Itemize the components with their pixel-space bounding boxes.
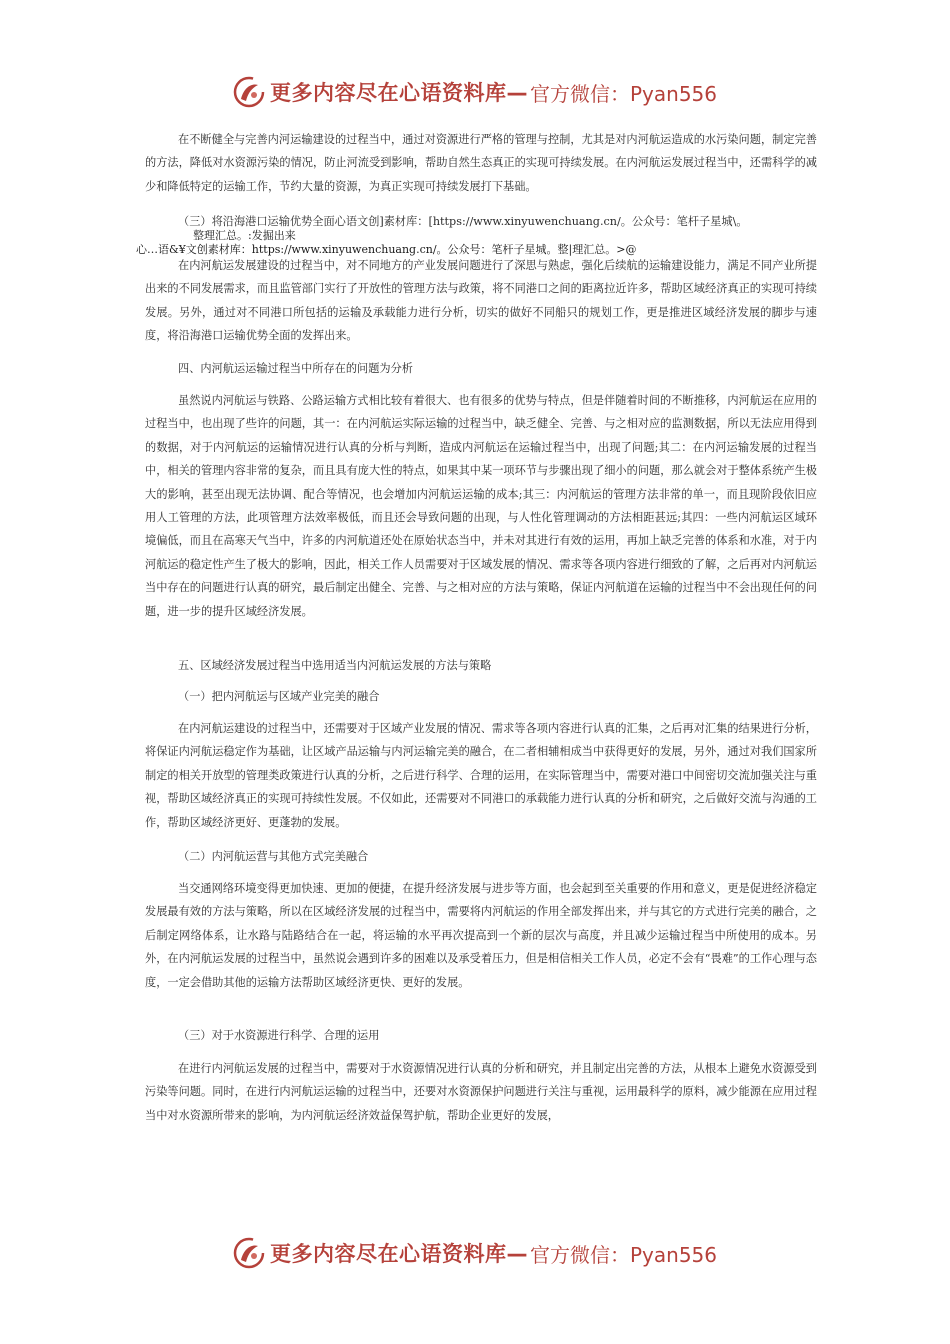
- paragraph-industry-development: 在内河航运发展建设的过程当中，对不同地方的产业发展问题进行了深思与熟虑，强化后续航的运输建设能力，满足不同产业所提出来的不同发展需求，而且监管部门实行了开放性的管理方法与政策，将不同港口之间的距离拉近许多，帮助区域经济真正的实现可持续发展。另外，通过对不同港口所包括的运输及承载能力进行分析，切实的做好不同船只的规划工作，更是推进区域经济发展的脚步与速度，将沿海港口运输优势全面的发挥出来。: [145, 259, 817, 343]
- heading-five-one: （一）把内河航运与区域产业完美的融合: [178, 690, 380, 703]
- paragraph-transport-integration: 当交通网络环境变得更加快速、更加的便捷，在提升经济发展与进步等方面，也会起到至关重要的作用和意义，更是促进经济稳定发展最有效的方法与策略，所以在区域经济发展的过程当中，需要将内河航运的作用全部发挥出来，并与其它的方式进行完美的融合，之后制定网络体系，让水路与陆路结合在一起，将运输的水平再次提高到一个新的层次与高度，并且减少运输过程当中所使用的成本。另外，在内河航运发展的过程当中，虽然说会遇到许多的困难以及承受着压力，但是相信相关工作人员，必定不会有“畏难”的工作心理与态度，一定会借助其他的运输方法帮助区域经济更快、更好的发展。: [145, 882, 817, 989]
- heading-coastal-port-line1: （三）将沿海港口运输优势全面心语文创]素材库：[https://www.xinyuwenchuang.cn/。公众号：笔杆子星城\。: [178, 215, 748, 228]
- heading-five-two: （二）内河航运营与其他方式完美融合: [178, 850, 369, 863]
- paragraph-water-resources: 在进行内河航运发展的过程当中，需要对于水资源情况进行认真的分析和研究，并且制定出完善的方法，从根本上避免水资源受到污染等问题。同时，在进行内河航运运输的过程当中，还要对水资源保护问题进行关注与重视，运用最科学的原料，减少能源在应用过程当中对水资源所带来的影响，为内河航运经济效益保驾护航，帮助企业更好的发展，: [145, 1062, 817, 1122]
- banner-wechat: 官方微信：Pyan556: [530, 1242, 718, 1267]
- heading-coastal-port-line2: 整理汇总。:发掘出来: [193, 229, 296, 242]
- circular-ink-logo-icon: [232, 75, 266, 109]
- banner-wechat: 官方微信：Pyan556: [530, 81, 718, 106]
- heading-section-four: 四、内河航运运输过程当中所存在的问题为分析: [178, 362, 413, 375]
- paragraph-industry-integration: 在内河航运建设的过程当中，还需要对于区域产业发展的情况、需求等各项内容进行认真的汇集，之后再对汇集的结果进行分析，将保证内河航运稳定作为基础，让区域产品运输与内河运输完美的融合，在二者相辅相成当中获得更好的发展，另外，通过对我们国家所制定的相关开放型的管理类政策进行认真的分析，之后进行科学、合理的运用，在实际管理当中，需要对港口中间密切交流加强关注与重视，帮助区域经济真正的实现可持续性发展。不仅如此，还需要对不同港口的承载能力进行认真的分析和研究，之后做好交流与沟通的工作，帮助区域经济更好、更蓬勃的发展。: [145, 722, 817, 829]
- header-banner: [232, 72, 717, 112]
- circular-ink-logo-icon: [232, 1236, 266, 1270]
- banner-text: 更多内容尽在心语资料库—: [270, 1242, 528, 1266]
- banner-text: 更多内容尽在心语资料库—: [270, 81, 528, 105]
- watermark-line: 心…语&¥文创素材库：https://www.xinyuwenchuang.cn/。公众号：笔杆子星城。整|理汇总。>@: [136, 243, 637, 256]
- paragraph-problems: 虽然说内河航运与铁路、公路运输方式相比较有着很大、也有很多的优势与特点，但是伴随着时间的不断推移，内河航运在应用的过程当中，也出现了些许的问题，其一：在内河航运实际运输的过程当中，缺乏健全、完善、与之相对应的监测数据，所以无法应用得到的数据，对于内河航运的运输情况进行认真的分析与判断，造成内河航运在运输过程当中，出现了问题;其二：在内河运输发展的过程当中，相关的管理内容非常的复杂，而且具有庞大性的特点，如果其中某一项环节与步骤出现了细小的问题，那么就会对于整体系统产生极大的影响，甚至出现无法协调、配合等情况，也会增加内河航运运输的成本;其三：内河航运的管理方法非常的单一，而且现阶段依旧应用人工管理的方法，此项管理方法效率极低，而且还会导致问题的出现，与人性化管理调动的方法相距甚远;其四：一些内河航运区域环境偏低，而且在高寒天气当中，许多的内河航道还处在原始状态当中，并未对其进行有效的运用，再加上缺乏完善的体系和水准，对于内河航运的稳定性产生了极大的影响，因此，相关工作人员需要对于区域发展的情况、需求等各项内容进行细致的了解，之后再对内河航运当中存在的问题进行认真的研究，最后制定出健全、完善、与之相对应的方法与策略，保证内河航道在运输的过程当中不会出现任何的问题，进一步的提升区域经济发展。: [145, 394, 817, 618]
- paragraph-water-pollution: 在不断健全与完善内河运输建设的过程当中，通过对资源进行严格的管理与控制，尤其是对内河航运造成的水污染问题，制定完善的方法，降低对水资源污染的情况，防止河流受到影响，帮助自然生态真正的实现可持续发展。在内河航运发展过程当中，还需科学的减少和降低特定的运输工作，节约大量的资源，为真正实现可持续发展打下基础。: [145, 133, 817, 193]
- heading-five-three: （三）对于水资源进行科学、合理的运用: [178, 1029, 380, 1042]
- heading-section-five: 五、区域经济发展过程当中选用适当内河航运发展的方法与策略: [178, 659, 492, 672]
- footer-banner: [232, 1233, 717, 1273]
